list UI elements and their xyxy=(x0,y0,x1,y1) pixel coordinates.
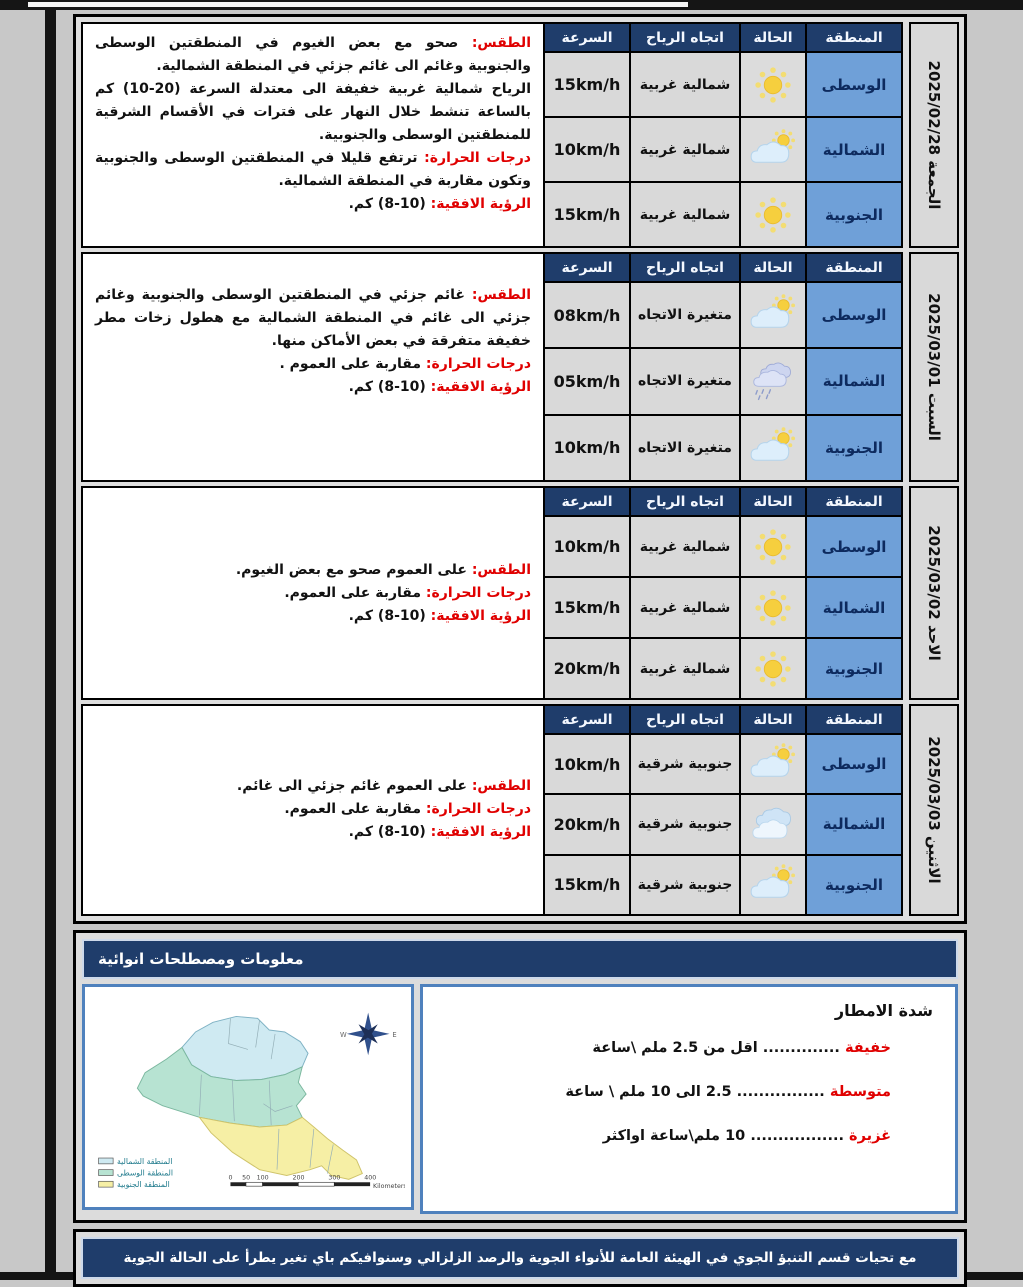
speed-cell: 15km/h xyxy=(545,578,629,637)
day-date-label xyxy=(925,736,943,883)
partly-cloudy-icon xyxy=(744,129,802,171)
wind-direction-cell: متغيرة الاتجاه xyxy=(631,349,739,413)
day-date: 2025/03/02 xyxy=(925,525,943,620)
rain-intensity-item xyxy=(445,1040,933,1056)
weather-text: غائم جزئي في المنطقتين الوسطى والجنوبية وغائم جزئي الى غائم في المنطقة الشمالية مع هطول زخات مطر خفيفة متفرقة في بعض الأماكن منها. xyxy=(95,287,531,349)
weather-label: الطقس: xyxy=(471,287,532,303)
region-cell: الوسطى xyxy=(807,283,901,347)
condition-cell xyxy=(741,349,805,413)
forecast-table xyxy=(81,486,903,700)
temperature-text: مقاربة على العموم. xyxy=(284,584,422,601)
col-header-speed: السرعة xyxy=(545,24,629,51)
rain-intensity-item xyxy=(445,1128,933,1144)
visibility-text: (10-8) كم. xyxy=(348,824,426,841)
map-legend xyxy=(99,1157,173,1189)
weather-bulletin-page xyxy=(73,14,967,1287)
rain-level-label: متوسطة xyxy=(829,1084,891,1100)
condition-cell xyxy=(741,856,805,914)
scale-tick: 300 xyxy=(328,1174,341,1182)
legend-central-label: المنطقة الوسطى xyxy=(117,1168,174,1178)
partly-cloudy-icon xyxy=(744,864,802,906)
wind-direction-cell: شمالية غربية xyxy=(631,53,739,116)
forecast-text xyxy=(83,24,543,246)
region-cell: الوسطى xyxy=(807,517,901,576)
day-name: الاحد xyxy=(925,624,943,661)
day-date-cell xyxy=(909,252,959,482)
forecast-day-block-monday xyxy=(81,704,959,916)
wind-direction-cell: متغيرة الاتجاه xyxy=(631,283,739,347)
col-header-region: المنطقة xyxy=(807,254,901,281)
condition-cell xyxy=(741,795,805,853)
day-date: 2025/03/03 xyxy=(925,736,943,831)
speed-cell: 20km/h xyxy=(545,795,629,853)
wind-direction-cell: شمالية غربية xyxy=(631,578,739,637)
weather-label: الطقس: xyxy=(471,561,531,578)
region-cell: الشمالية xyxy=(807,795,901,853)
forecast-text xyxy=(83,488,543,698)
rain-level-value: 2.5 الى 10 ملم \ ساعة xyxy=(565,1084,732,1100)
footer-section xyxy=(73,1229,967,1287)
day-date-cell xyxy=(909,22,959,248)
region-cell: الجنوبية xyxy=(807,183,901,246)
weather-text: على العموم صحو مع بعض الغيوم. xyxy=(235,561,467,578)
day-name: الجمعة xyxy=(925,160,943,210)
condition-cell xyxy=(741,118,805,181)
forecast-table xyxy=(81,252,903,482)
day-name: السبت xyxy=(925,392,943,441)
region-cell: الجنوبية xyxy=(807,856,901,914)
dots-leader: ................. xyxy=(750,1128,844,1144)
col-header-wind: اتجاه الرياح xyxy=(631,488,739,515)
scale-tick: 0 xyxy=(228,1174,233,1182)
rain-intensity-title: شدة الامطار xyxy=(834,1001,933,1020)
day-date-label xyxy=(925,293,943,441)
day-date-label xyxy=(925,61,943,210)
info-body xyxy=(82,984,958,1214)
weather-label: الطقس: xyxy=(471,35,531,51)
col-header-region: المنطقة xyxy=(807,706,901,733)
condition-cell xyxy=(741,735,805,793)
temperature-label: درجات الحرارة: xyxy=(425,801,531,818)
region-cell: الشمالية xyxy=(807,118,901,181)
sunny-icon xyxy=(744,194,802,236)
day-date-label xyxy=(925,525,943,660)
day-date-cell xyxy=(909,704,959,916)
wind-direction-cell: جنوبية شرقية xyxy=(631,856,739,914)
day-date: 2025/02/28 xyxy=(925,60,943,155)
temperature-label: درجات الحرارة: xyxy=(425,584,531,601)
col-header-speed: السرعة xyxy=(545,254,629,281)
speed-cell: 10km/h xyxy=(545,118,629,181)
speed-cell: 10km/h xyxy=(545,517,629,576)
compass-rose xyxy=(340,1013,397,1056)
compass-e-label: E xyxy=(392,1030,397,1039)
weather-text: صحو مع بعض الغيوم في المنطقتين الوسطى والجنوبية وغائم الى غائم جزئي في المنطقة الشمالية. xyxy=(95,35,531,74)
footer-message: مع تحيات قسم التنبؤ الجوي في الهيئة العامة للأنواء الجوية والرصد الزلزالي وسنوافيكم باي تغير يطرأ على الحالة الجوية xyxy=(123,1250,917,1266)
condition-cell xyxy=(741,578,805,637)
legend-north-label: المنطقة الشمالية xyxy=(117,1156,173,1166)
speed-cell: 15km/h xyxy=(545,53,629,116)
dots-leader: .............. xyxy=(762,1040,840,1056)
temperature-label: درجات الحرارة: xyxy=(425,356,531,372)
col-header-wind: اتجاه الرياح xyxy=(631,706,739,733)
sunny-icon xyxy=(744,64,802,106)
col-header-speed: السرعة xyxy=(545,488,629,515)
day-name: الاثنين xyxy=(925,835,943,884)
condition-cell xyxy=(741,53,805,116)
visibility-text: (10-8) كم. xyxy=(348,379,426,395)
condition-cell xyxy=(741,517,805,576)
visibility-text: (10-8) كم. xyxy=(348,607,426,624)
partly-cloudy-icon xyxy=(744,427,802,469)
temperature-text: مقاربة على العموم . xyxy=(279,356,422,372)
col-header-wind: اتجاه الرياح xyxy=(631,254,739,281)
col-header-condition: الحالة xyxy=(741,254,805,281)
speed-cell: 10km/h xyxy=(545,416,629,480)
footer-message-bar xyxy=(81,1237,959,1279)
rain-level-label: خفيفة xyxy=(844,1040,891,1056)
rain-level-value: 10 ملم\ساعة اواكثر xyxy=(602,1128,746,1144)
weather-text: على العموم غائم جزئي الى غائم. xyxy=(236,778,467,795)
region-cell: الجنوبية xyxy=(807,639,901,698)
wind-direction-cell: متغيرة الاتجاه xyxy=(631,416,739,480)
col-header-condition: الحالة xyxy=(741,24,805,51)
temperature-text: ترتفع قليلا في المنطقتين الوسطى والجنوبية وتكون مقاربة في المنطقة الشمالية. xyxy=(95,150,531,189)
speed-cell: 15km/h xyxy=(545,856,629,914)
rain-level-value: اقل من 2.5 ملم \ساعة xyxy=(592,1040,758,1056)
wind-direction-cell: شمالية غربية xyxy=(631,639,739,698)
map-scale-bar xyxy=(229,1174,405,1190)
region-cell: الوسطى xyxy=(807,53,901,116)
iraq-map-graphic xyxy=(85,987,405,1203)
day-date-cell xyxy=(909,486,959,700)
region-cell: الشمالية xyxy=(807,349,901,413)
forecast-day-block-saturday xyxy=(81,252,959,482)
partly-cloudy-icon xyxy=(744,743,802,785)
region-cell: الوسطى xyxy=(807,735,901,793)
visibility-label: الرؤية الافقية: xyxy=(430,379,531,395)
condition-cell xyxy=(741,183,805,246)
info-section-title: معلومات ومصطلحات انوائية xyxy=(98,950,304,968)
legend-south-label: المنطقة الجنوبية xyxy=(117,1180,170,1190)
col-header-condition: الحالة xyxy=(741,706,805,733)
partly-cloudy-icon xyxy=(744,294,802,336)
info-section xyxy=(73,930,967,1223)
wind-direction-cell: شمالية غربية xyxy=(631,183,739,246)
forecast-table xyxy=(81,22,903,248)
scale-tick: 200 xyxy=(292,1174,305,1182)
scale-tick: 100 xyxy=(256,1174,269,1182)
scan-top-highlight xyxy=(28,2,688,7)
visibility-label: الرؤية الافقية: xyxy=(430,824,531,841)
col-header-condition: الحالة xyxy=(741,488,805,515)
rain-level-label: غزيرة xyxy=(849,1128,891,1144)
forecast-day-block-sunday xyxy=(81,486,959,700)
visibility-text: (10-8) كم. xyxy=(348,196,426,212)
forecast-frame xyxy=(73,14,967,924)
scale-tick: 50 xyxy=(242,1174,251,1182)
col-header-wind: اتجاه الرياح xyxy=(631,24,739,51)
speed-cell: 05km/h xyxy=(545,349,629,413)
compass-w-label: W xyxy=(340,1030,347,1039)
speed-cell: 20km/h xyxy=(545,639,629,698)
wind-direction-cell: شمالية غربية xyxy=(631,118,739,181)
wind-text: الرياح شمالية غربية خفيفة الى معتدلة السرعة (20-10) كم بالساعة تنشط خلال النهار على فترات في الأقسام الشرقية للمنطقتين الوسطى والجنوبية. xyxy=(95,81,531,143)
visibility-label: الرؤية الافقية: xyxy=(430,607,531,624)
scale-tick: 400 xyxy=(364,1174,377,1182)
rain-icon xyxy=(744,360,802,402)
col-header-speed: السرعة xyxy=(545,706,629,733)
forecast-text xyxy=(83,254,543,480)
day-date: 2025/03/01 xyxy=(925,293,943,388)
region-cell: الجنوبية xyxy=(807,416,901,480)
speed-cell: 15km/h xyxy=(545,183,629,246)
condition-cell xyxy=(741,283,805,347)
temperature-text: مقاربة على العموم. xyxy=(284,801,422,818)
visibility-label: الرؤية الافقية: xyxy=(430,196,531,212)
scan-left-line xyxy=(45,10,56,1272)
condition-cell xyxy=(741,416,805,480)
region-cell: الشمالية xyxy=(807,578,901,637)
iraq-regions-map xyxy=(82,984,414,1210)
sunny-icon xyxy=(744,587,802,629)
wind-direction-cell: شمالية غربية xyxy=(631,517,739,576)
wind-direction-cell: جنوبية شرقية xyxy=(631,735,739,793)
speed-cell: 08km/h xyxy=(545,283,629,347)
rain-intensity-panel xyxy=(420,984,958,1214)
sunny-icon xyxy=(744,526,802,568)
col-header-region: المنطقة xyxy=(807,24,901,51)
scale-unit-label: Kilometers xyxy=(373,1183,405,1191)
rain-intensity-item xyxy=(445,1084,933,1100)
cloudy-icon xyxy=(744,803,802,845)
sunny-icon xyxy=(744,648,802,690)
temperature-label: درجات الحرارة: xyxy=(424,150,531,166)
forecast-day-block-friday xyxy=(81,22,959,248)
condition-cell xyxy=(741,639,805,698)
weather-label: الطقس: xyxy=(471,778,531,795)
speed-cell: 10km/h xyxy=(545,735,629,793)
wind-direction-cell: جنوبية شرقية xyxy=(631,795,739,853)
forecast-table xyxy=(81,704,903,916)
forecast-text xyxy=(83,706,543,914)
dots-leader: ................ xyxy=(736,1084,825,1100)
info-section-header xyxy=(82,939,958,979)
col-header-region: المنطقة xyxy=(807,488,901,515)
